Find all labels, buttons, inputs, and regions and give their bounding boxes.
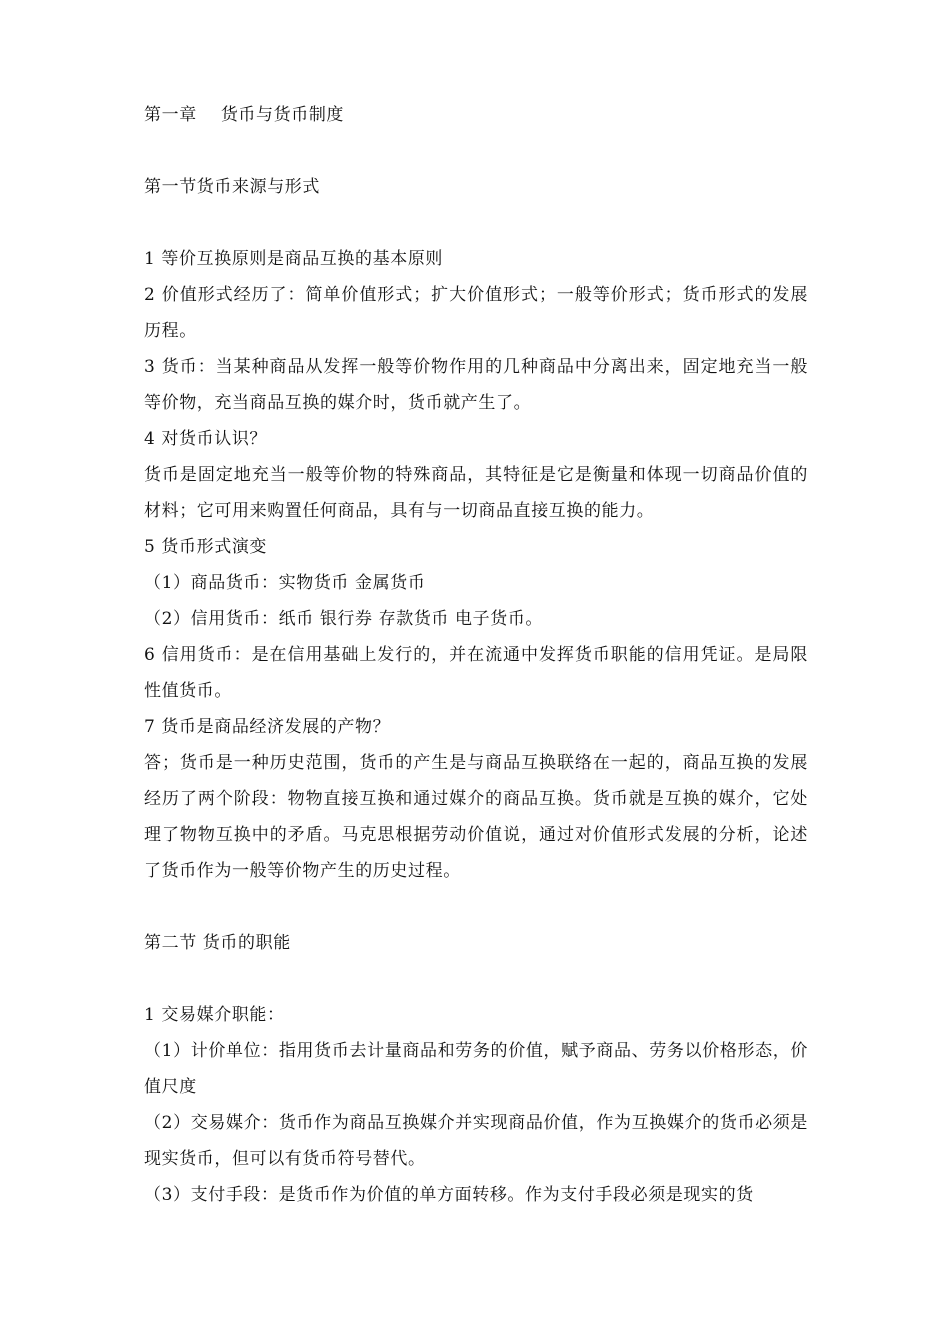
chapter-title: 第一章 货币与货币制度 — [144, 105, 345, 125]
paragraph: 6 信用货币：是在信用基础上发行的，并在流通中发挥货币职能的信用凭证。是局限性值货币。 — [144, 645, 808, 701]
paragraph: 货币是固定地充当一般等价物的特殊商品，其特征是它是衡量和体现一切商品价值的材料；它可用来购置任何商品，具有与一切商品直接互换的能力。 — [144, 465, 808, 521]
paragraph: 2 价值形式经历了：简单价值形式；扩大价值形式；一般等价形式；货币形式的发展历程。 — [144, 285, 808, 341]
spacer — [144, 889, 808, 925]
paragraph: （1）商品货币：实物货币 金属货币 — [144, 573, 426, 593]
paragraph: 4 对货币认识？ — [144, 429, 268, 449]
paragraph: 答；货币是一种历史范围，货币的产生是与商品互换联络在一起的，商品互换的发展经历了两个阶段：物物直接互换和通过媒介的商品互换。货币就是互换的媒介，它处理了物物互换中的矛盾。马克思根据劳动价值说，通过对价值形式发展的分析，论述了货币作为一般等价物产生的历史过程。 — [144, 753, 808, 881]
spacer — [144, 133, 808, 169]
paragraph: 5 货币形式演变 — [144, 537, 268, 557]
paragraph: 1 等价互换原则是商品互换的基本原则 — [144, 249, 444, 269]
paragraph: （3）支付手段：是货币作为价值的单方面转移。作为支付手段必须是现实的货 — [144, 1185, 754, 1205]
section-title: 第二节 货币的职能 — [144, 933, 291, 953]
paragraph: 1 交易媒介职能： — [144, 1005, 285, 1025]
paragraph: （2）交易媒介：货币作为商品互换媒介并实现商品价值，作为互换媒介的货币必须是现实货币，但可以有货币符号替代。 — [144, 1113, 808, 1169]
paragraph: 3 货币：当某种商品从发挥一般等价物作用的几种商品中分离出来，固定地充当一般等价物，充当商品互换的媒介时，货币就产生了。 — [144, 357, 808, 413]
paragraph: （2）信用货币：纸币 银行券 存款货币 电子货币。 — [144, 609, 544, 629]
document-body — [144, 97, 808, 1213]
spacer — [144, 205, 808, 241]
spacer — [144, 961, 808, 997]
section-title: 第一节货币来源与形式 — [144, 177, 320, 197]
paragraph: 7 货币是商品经济发展的产物？ — [144, 717, 391, 737]
paragraph: （1）计价单位：指用货币去计量商品和劳务的价值，赋予商品、劳务以价格形态，价值尺度 — [144, 1041, 808, 1097]
